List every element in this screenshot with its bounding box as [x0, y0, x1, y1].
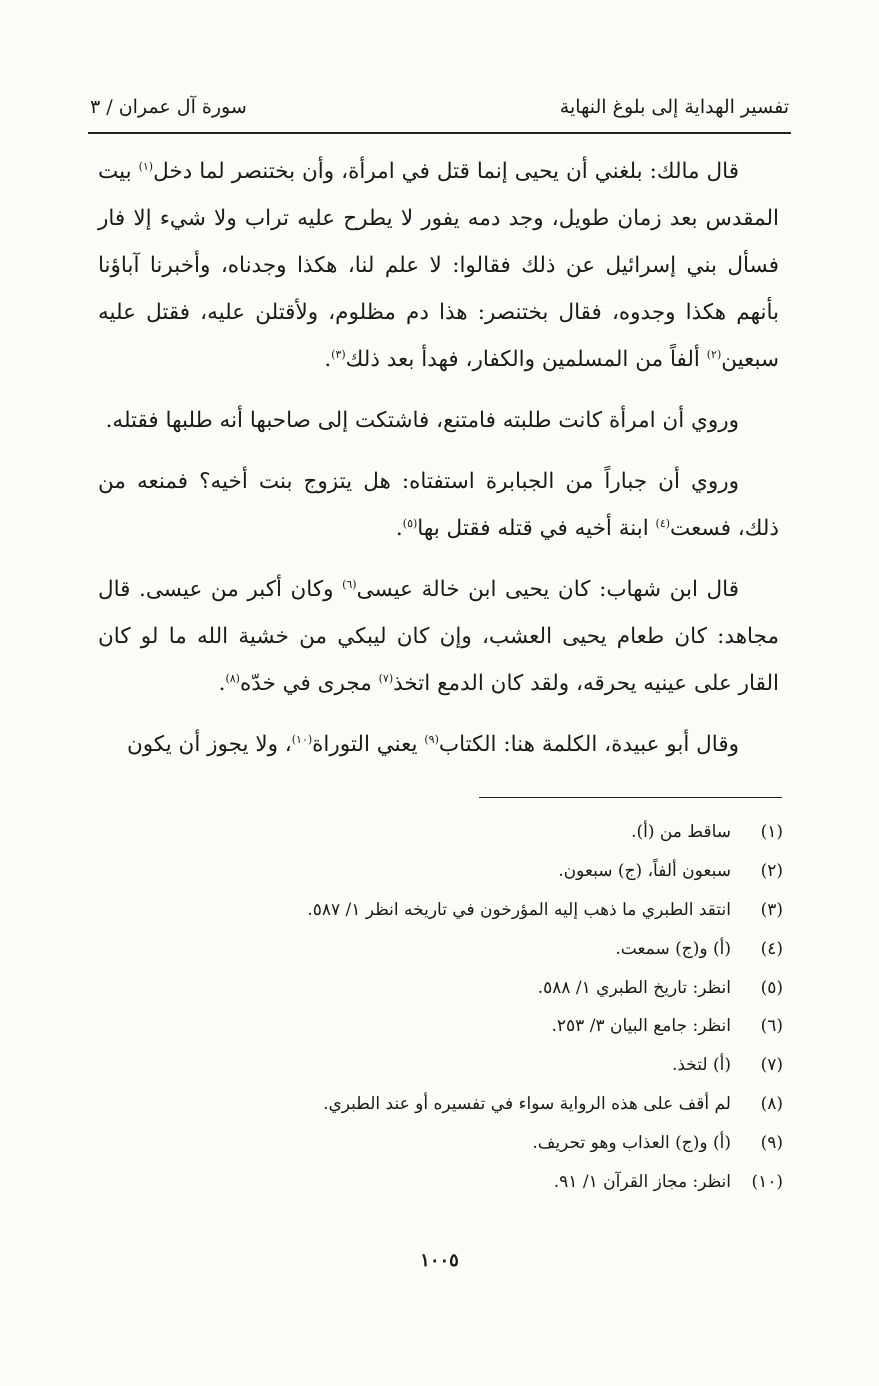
footnote-number: (٨): [760, 1094, 783, 1115]
paragraph-text: وروي أن جباراً من الجبابرة استفتاه: هل يتزوج بنت أخيه؟ فمنعه من ذلك، فسعت: [98, 469, 779, 541]
footnote-divider: [479, 797, 782, 798]
footnote-text: (أ) و(ج) سمعت.: [615, 938, 731, 959]
footnote-text: انظر: تاريخ الطبري ١/ ٥٨٨.: [537, 977, 731, 998]
footnote-item: [100, 1168, 783, 1207]
paragraph-text: وقال أبو عبيدة، الكلمة هنا: الكتاب: [438, 732, 739, 757]
paragraph-text: يعني التوراة: [312, 732, 425, 757]
surah-label: سورة آل عمران / ٣: [90, 96, 247, 118]
header-divider: [88, 132, 791, 134]
footnote-item: [100, 974, 783, 1013]
footnote-text: انظر: جامع البيان ٣/ ٢٥٣.: [551, 1016, 731, 1037]
footnote-text: انظر: مجاز القرآن ١/ ٩١.: [553, 1172, 731, 1193]
footnote-marker: (٣): [331, 348, 346, 361]
footnote-marker: (١٠): [291, 733, 313, 746]
paragraph-text: مجرى في خدّه: [239, 671, 379, 696]
paragraph-text: بيت المقدس بعد زمان طويل، وجد دمه يفور لا يطرح عليه تراب ولا شيء إلا فار فسأل بني إسرائيل عن ذلك فقالوا: لا علم لنا، هكذا وجدناه، وأخبرنا آباؤنا بأنهم هكذا وجدوه، فقال بختنصر: هذا دم مظلوم، ولأقتلن عليه، فقتل عليه سبعين: [98, 159, 779, 372]
footnote-item: [100, 935, 783, 974]
paragraph: [98, 397, 779, 444]
paragraph-text: .: [395, 516, 403, 541]
footnote-marker: (٨): [225, 672, 240, 685]
footnote-item: [100, 818, 783, 857]
footnote-item: [100, 1012, 783, 1051]
page-number: ١٠٠٥: [420, 1250, 459, 1271]
main-text: [98, 148, 779, 782]
footnote-marker: (٢): [706, 348, 722, 361]
footnote-number: (٣): [760, 899, 783, 920]
footnote-number: (٧): [760, 1055, 783, 1076]
footnote-item: [100, 1051, 783, 1090]
footnote-text: (أ) لتخذ.: [671, 1055, 731, 1076]
paragraph-text: ألفاً من المسلمين والكفار، فهدأ بعد ذلك: [345, 347, 707, 372]
footnote-item: [100, 857, 783, 896]
paragraph: [98, 566, 779, 707]
footnote-number: (٩): [760, 1133, 783, 1154]
footnote-text: لم أقف على هذه الرواية سواء في تفسيره أو عند الطبري.: [323, 1094, 731, 1115]
footnote-marker: (٦): [342, 578, 357, 591]
footnote-number: (١): [760, 822, 783, 842]
footnote-number: (٦): [760, 1016, 783, 1037]
paragraph: [98, 721, 779, 768]
paragraph-text: قال مالك: بلغني أن يحيى إنما قتل في امرأة، وأن بختنصر لما دخل: [153, 159, 739, 184]
paragraph-text: .: [324, 347, 332, 372]
footnote-item: [100, 896, 783, 935]
paragraph-text: ، ولا يجوز أن يكون: [126, 732, 292, 757]
footnote-marker: (٧): [378, 672, 394, 685]
running-header: [90, 88, 789, 126]
footnote-marker: (٤): [655, 517, 671, 530]
paragraph: [98, 148, 779, 383]
paragraph-text: ابنة أخيه في قتله فقتل بها: [417, 516, 656, 541]
footnote-marker: (١): [138, 160, 154, 173]
footnote-text: انتقد الطبري ما ذهب إليه المؤرخون في تاريخه انظر ١/ ٥٨٧.: [307, 899, 731, 920]
paragraph-text: .: [218, 671, 226, 696]
paragraph-text: وكان أكبر من عيسى. قال مجاهد: كان طعام يحيى العشب، وإن كان ليبكي من خشية الله ما لو كان القار على عينيه يحرقه، ولقد كان الدمع اتخذ: [98, 577, 779, 696]
footnote-text: (أ) و(ج) العذاب وهو تحريف.: [532, 1133, 731, 1154]
footnote-marker: (٥): [402, 517, 418, 530]
footnote-number: (٥): [760, 977, 783, 998]
footnote-item: [100, 1090, 783, 1129]
footnotes: [100, 818, 783, 1207]
footnote-marker: (٩): [424, 733, 439, 746]
footnote-text: سبعون ألفاً، (ج) سبعون.: [558, 860, 731, 881]
paragraph-text: قال ابن شهاب: كان يحيى ابن خالة عيسى: [356, 577, 739, 602]
footnote-number: (٤): [760, 938, 783, 959]
book-title: تفسير الهداية إلى بلوغ النهاية: [559, 96, 789, 118]
paragraph: [98, 458, 779, 552]
footnote-item: [100, 1129, 783, 1168]
footnote-number: (١٠): [751, 1172, 783, 1193]
paragraph-text: وروي أن امرأة كانت طلبته فامتنع، فاشتكت إلى صاحبها أنه طلبها فقتله.: [105, 408, 739, 433]
footnote-number: (٢): [760, 860, 783, 881]
footnote-text: ساقط من (أ).: [631, 822, 731, 842]
